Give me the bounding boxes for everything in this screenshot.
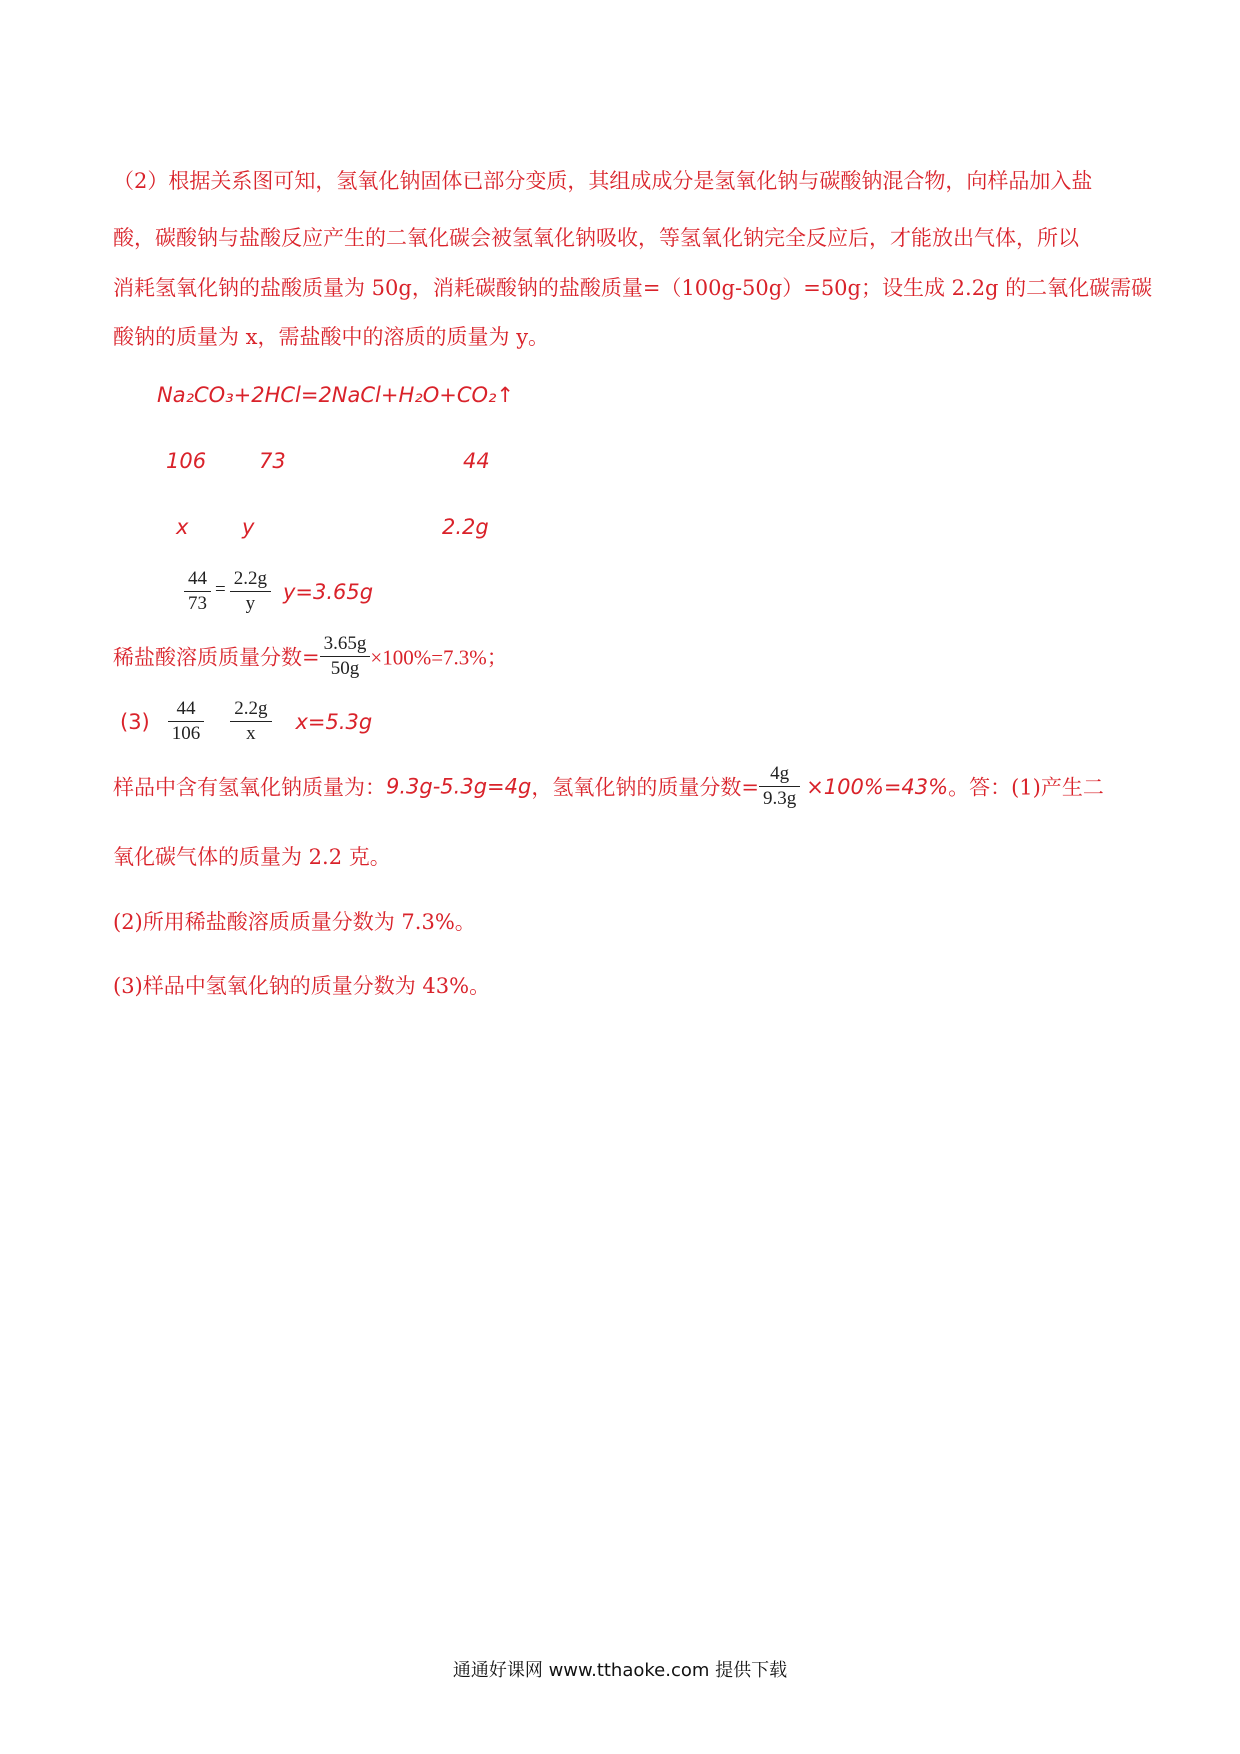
hcl-fraction-suffix: ×100%=7.3%； xyxy=(370,645,508,670)
answer-1-line-2: 氧化碳气体的质量为 2.2 克。 xyxy=(113,845,391,869)
var-co2: 2.2g xyxy=(442,515,489,539)
naoh-mass-suffix-calc: ×100%=43% xyxy=(806,774,949,799)
fraction-denominator: 9.3g xyxy=(762,788,797,809)
fraction-2.2g-x xyxy=(230,697,271,746)
var-y: y xyxy=(242,515,255,539)
result-x: x=5.3g xyxy=(295,709,373,734)
fraction-numerator: 4g xyxy=(759,762,800,787)
hcl-fraction-prefix: 稀盐酸溶质质量分数= xyxy=(113,645,320,670)
fraction-denominator: x xyxy=(246,723,256,744)
naoh-mass-line xyxy=(113,762,1104,811)
naoh-mass-calc: 9.3g-5.3g=4g xyxy=(386,774,532,799)
mass-co2: 44 xyxy=(463,449,490,473)
var-x: x xyxy=(176,515,189,539)
part3-label: (3) xyxy=(120,709,150,734)
hcl-fraction-line xyxy=(113,632,508,681)
fraction-numerator: 44 xyxy=(184,567,211,592)
mass-hcl: 73 xyxy=(259,449,286,473)
fraction-numerator: 44 xyxy=(168,697,205,722)
fraction-numerator: 3.65g xyxy=(320,632,371,657)
naoh-mass-suffix-text: 。答：(1)产生二 xyxy=(948,775,1104,800)
fraction-denominator: y xyxy=(245,593,256,614)
naoh-mass-mid: ，氢氧化钠的质量分数= xyxy=(531,775,759,800)
chemical-equation: Na₂CO₃+2HCl=2NaCl+H₂O+CO₂↑ xyxy=(157,383,515,407)
answer-2: (2)所用稀盐酸溶质质量分数为 7.3%。 xyxy=(113,910,476,934)
paragraph-line-1: （2）根据关系图可知，氢氧化钠固体已部分变质，其组成成分是氢氧化钠与碳酸钠混合物，向样品加入盐 xyxy=(113,169,1093,193)
fraction-44-106 xyxy=(168,697,205,746)
fraction-denominator: 50g xyxy=(330,658,360,679)
result-y: y=3.65g xyxy=(282,579,374,604)
ratio-y xyxy=(184,567,373,616)
fraction-4g-9.3g xyxy=(759,762,800,811)
paragraph-line-3: 消耗氢氧化钠的盐酸质量为 50g，消耗碳酸钠的盐酸质量=（100g-50g）=50g；设生成 2.2g 的二氧化碳需碳 xyxy=(113,276,1153,300)
mass-na2co3: 106 xyxy=(166,449,207,473)
naoh-mass-prefix: 样品中含有氢氧化钠质量为： xyxy=(113,775,386,800)
equals-sign: = xyxy=(215,579,226,601)
fraction-3.65g-50g xyxy=(320,632,371,681)
page-footer: 通通好课网 www.tthaoke.com 提供下载 xyxy=(452,1660,788,1681)
fraction-denominator: 73 xyxy=(188,593,207,614)
fraction-44-73 xyxy=(184,567,211,616)
answer-3: (3)样品中氢氧化钠的质量分数为 43%。 xyxy=(113,974,491,998)
fraction-numerator: 2.2g xyxy=(230,697,271,722)
paragraph-line-4: 酸钠的质量为 x，需盐酸中的溶质的质量为 y。 xyxy=(113,325,550,349)
paragraph-line-2: 酸，碳酸钠与盐酸反应产生的二氧化碳会被氢氧化钠吸收，等氢氧化钠完全反应后，才能放出气体，所以 xyxy=(113,226,1079,250)
fraction-2.2g-y xyxy=(230,567,271,616)
part3-ratio xyxy=(120,697,372,746)
fraction-numerator: 2.2g xyxy=(230,567,271,592)
fraction-denominator: 106 xyxy=(171,723,201,744)
